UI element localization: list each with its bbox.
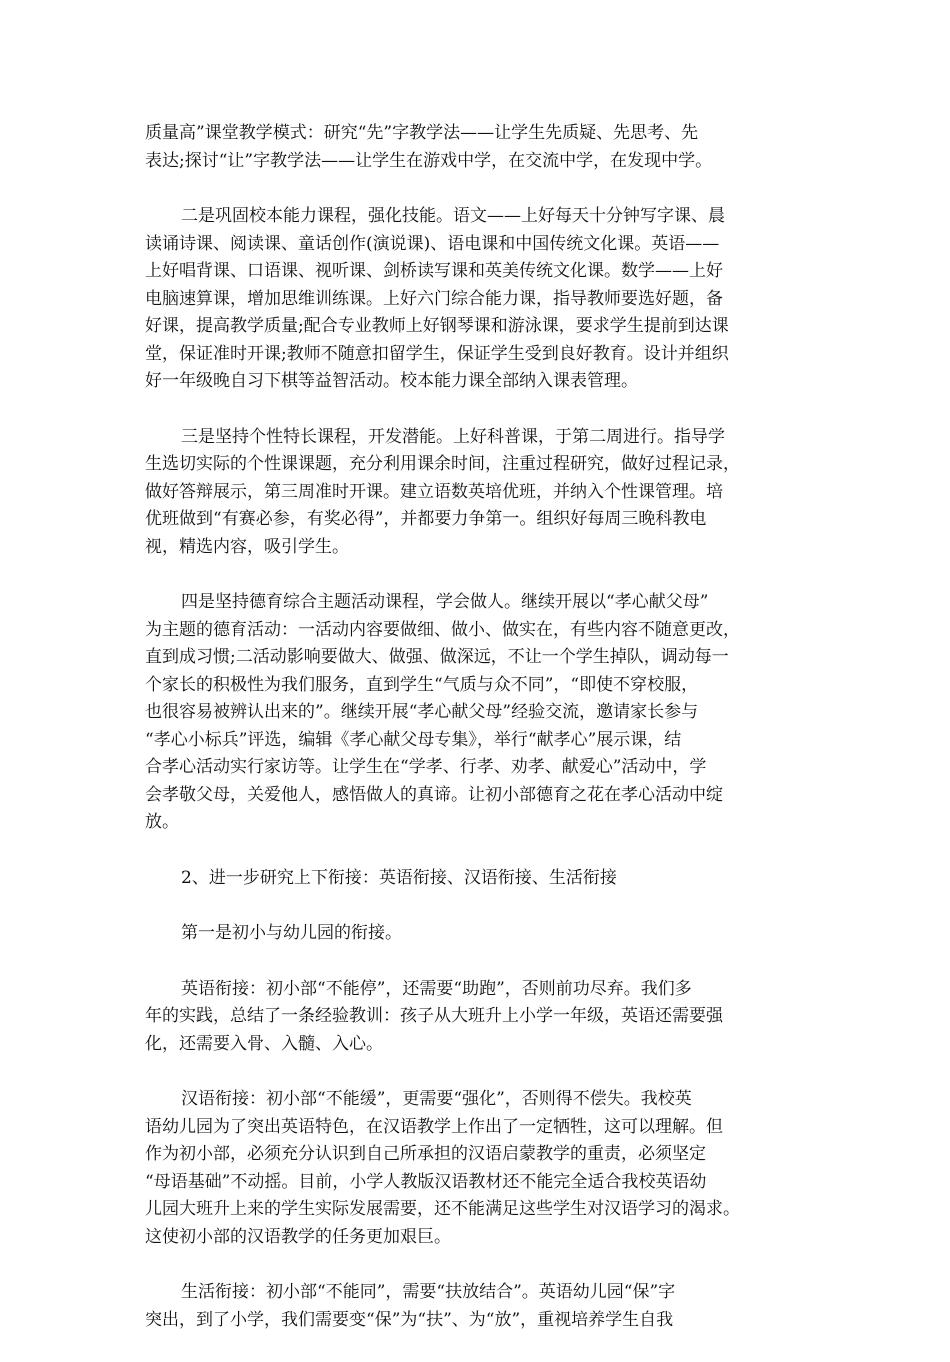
text-line: 视，精选内容，吸引学生。: [145, 536, 349, 557]
text-line: 儿园大班升上来的学生实际发展需要，还不能满足这些学生对汉语学习的渴求。: [145, 1199, 740, 1219]
paragraph: [145, 424, 805, 562]
text-line: 年的实践，总结了一条经验教训：孩子从大班升上小学一年级，英语还需要强: [145, 1006, 723, 1026]
text-line: 电脑速算课，增加思维训练课。上好六门综合能力课，指导教师要选好题，备: [145, 288, 723, 309]
text-line: 作为初小部，必须充分认识到自己所承担的汉语启蒙教学的重责，必须坚定: [145, 1144, 706, 1164]
paragraph: [145, 920, 805, 948]
text-line: 生选切实际的个性课课题，充分利用课余时间，注重过程研究，做好过程记录，: [145, 454, 740, 474]
paragraph: [145, 203, 805, 396]
text-line: 会孝敬父母，关爱他人，感悟做人的真谛。让初小部德育之花在孝心活动中绽: [145, 784, 723, 805]
text-line: 质量高”课堂教学模式：研究“先”字教学法——让学生先质疑、先思考、先: [145, 123, 699, 143]
text-line: 三是坚持个性特长课程，开发潜能。上好科普课，于第二周进行。指导学: [181, 426, 725, 447]
text-line: 直到成习惯;二活动影响要做大、做强、做深远，不让一个学生掉队，调动每一: [145, 647, 729, 667]
paragraph: [145, 120, 805, 175]
text-line: 放。: [145, 812, 179, 832]
text-line: 语幼儿园为了突出英语特色，在汉语教学上作出了一定牺牲，这可以理解。但: [145, 1116, 723, 1137]
text-line: “孝心小标兵”评选，编辑《孝心献父母专集》，举行“献孝心”展示课，结: [145, 729, 682, 750]
paragraph: [145, 1086, 805, 1251]
text-line: 好一年级晚自习下棋等益智活动。校本能力课全部纳入课表管理。: [145, 371, 638, 391]
text-line: 突出，到了小学，我们需要变“保”为“扶”、为“放”，重视培养学生自我: [145, 1309, 674, 1330]
paragraph: [145, 589, 805, 837]
text-line: 2、进一步研究上下衔接：英语衔接、汉语衔接、生活衔接: [181, 867, 617, 888]
text-line: 汉语衔接：初小部“不能缓”，更需要“强化”，否则得不偿失。我校英: [181, 1089, 692, 1109]
text-line: 四是坚持德育综合主题活动课程，学会做人。继续开展以“孝心献父母”: [181, 592, 709, 612]
text-line: 化，还需要入骨、入髓、入心。: [145, 1033, 383, 1054]
document-body: [145, 120, 805, 1362]
text-line: 也很容易被辨认出来的”。继续开展“孝心献父母”经验交流，邀请家长参与: [145, 702, 699, 722]
text-line: “母语基础”不动摇。目前，小学人教版汉语教材还不能完全适合我校英语幼: [145, 1171, 707, 1192]
paragraph: [145, 1279, 805, 1334]
text-line: 表达;探讨“让”字教学法——让学生在游戏中学，在交流中学，在发现中学。: [145, 150, 713, 171]
text-line: 第一是初小与幼儿园的衔接。: [181, 923, 402, 943]
text-line: 生活衔接：初小部“不能同”，需要“扶放结合”。英语幼儿园“保”字: [181, 1282, 676, 1302]
text-line: 做好答辩展示，第三周准时开课。建立语数英培优班，并纳入个性课管理。培: [145, 481, 723, 502]
text-line: 堂，保证准时开课;教师不随意扣留学生，保证学生受到良好教育。设计并组织: [145, 343, 729, 364]
text-line: 个家长的积极性为我们服务，直到学生“气质与众不同”，“即使不穿校服，: [145, 674, 699, 695]
text-line: 优班做到“有赛必参，有奖必得”，并都要力争第一。组织好每周三晚科教电: [145, 509, 707, 529]
text-line: 这使初小部的汉语教学的任务更加艰巨。: [145, 1226, 451, 1247]
text-line: 上好唱背课、口语课、视听课、剑桥读写课和英美传统文化课。数学——上好: [145, 261, 723, 281]
paragraph: [145, 865, 805, 893]
text-line: 好课，提高教学质量;配合专业教师上好钢琴课和游泳课，要求学生提前到达课: [145, 316, 729, 336]
text-line: 二是巩固校本能力课程，强化技能。语文——上好每天十分钟写字课、晨: [181, 206, 725, 226]
text-line: 为主题的德育活动：一活动内容要做细、做小、做实在，有些内容不随意更改，: [145, 619, 740, 640]
text-line: 英语衔接：初小部“不能停”，还需要“助跑”，否则前功尽弃。我们多: [181, 978, 692, 999]
text-line: 合孝心活动实行家访等。让学生在“学孝、行孝、劝孝、献爱心”活动中，学: [145, 757, 707, 777]
paragraph: [145, 976, 805, 1059]
text-line: 读诵诗课、阅读课、童话创作(演说课)、语电课和中国传统文化课。英语——: [145, 233, 720, 254]
